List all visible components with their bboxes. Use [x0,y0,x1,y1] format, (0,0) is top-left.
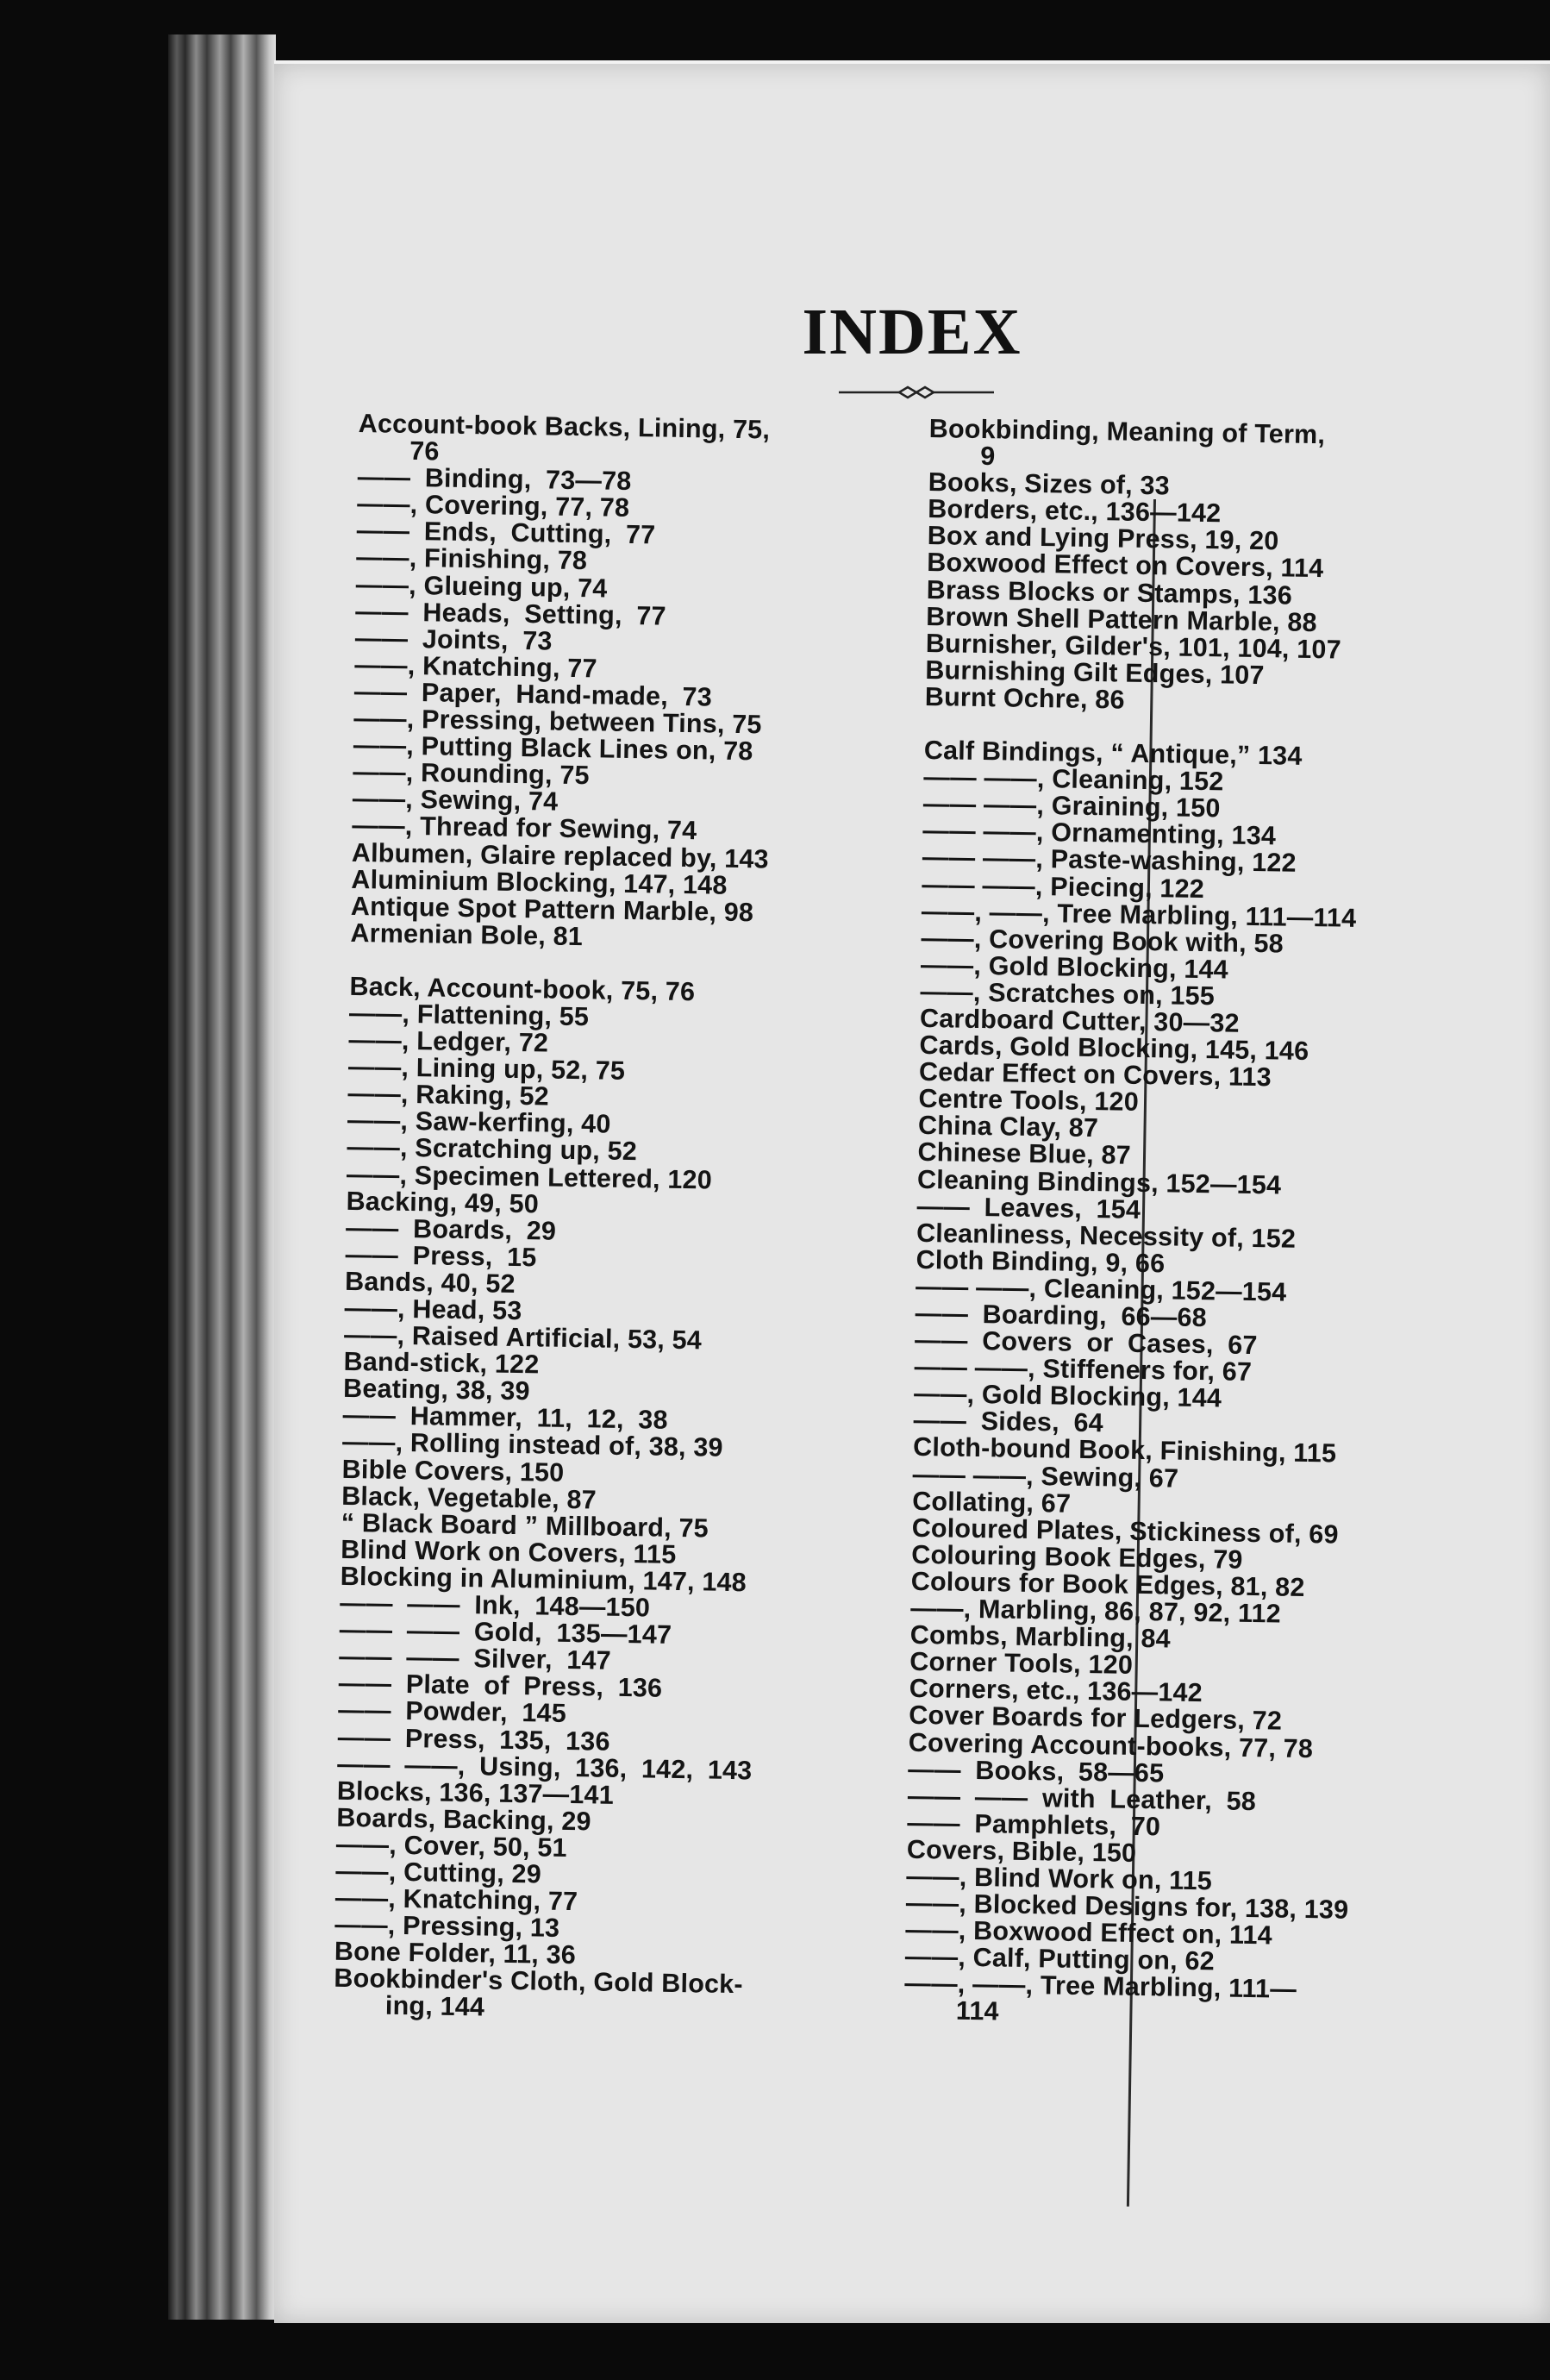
index-entry-text: Bookbinder's Cloth, Gold Block- [334,1964,744,2000]
index-entry-text: —— —— Gold, 135—147 [339,1614,672,1650]
index-entry-text: —— Leaves, 154 [916,1191,1141,1224]
index-entry-text: ——, Marbling, 86, 87, 92, 112 [910,1593,1282,1629]
index-entry-text: ——, Glueing up, 74 [355,569,608,604]
index-entry-text: —— ——, Cleaning, 152 [923,762,1224,797]
index-entry-text: —— Ends, Cutting, 77 [356,516,656,550]
index-entry [334,1965,886,2027]
index-entry-text: Burnt Ochre, 86 [924,681,1125,715]
index-entry-text: Blind Work on Covers, 115 [340,1534,677,1569]
index-entry-text: —— ——, Stiffeners for, 67 [914,1352,1253,1387]
index-entry-continuation: 114 [955,1996,1000,2026]
index-entry-text: Band-stick, 122 [343,1347,540,1380]
index-entry-text: Cedar Effect on Covers, 113 [918,1057,1272,1093]
index-entry-text: —— ——, Using, 136, 142, 143 [337,1749,753,1785]
index-entry-text: —— Paper, Hand-made, 73 [353,676,713,712]
index-entry-text: ——, Specimen Lettered, 120 [346,1159,713,1195]
index-entry-text: —— Plate of Press, 136 [338,1669,663,1704]
index-entry-continuation: ing, 144 [384,1991,485,2022]
index-entry-text: Cloth-bound Book, Finishing, 115 [912,1432,1337,1469]
index-entry-text: Collating, 67 [911,1486,1072,1519]
index-entry-text: ——, Lining up, 52, 75 [347,1052,626,1087]
index-entry-text: ——, Sewing, 74 [352,784,559,817]
index-entry-text: —— ——, Ornamenting, 134 [922,816,1277,851]
index-entry-continuation: 76 [409,436,440,467]
index-entry-text: —— ——, Cleaning, 152—154 [915,1271,1287,1307]
index-entry-text: Aluminium Blocking, 147, 148 [351,864,728,900]
index-entry-text: Black, Vegetable, 87 [341,1481,597,1515]
index-entry-text: Bone Folder, 11, 36 [334,1937,577,1970]
index-entry-text: —— Binding, 73—78 [357,462,632,497]
index-entry-text: —— Press, 135, 136 [337,1722,610,1757]
index-entry-text: ——, Cover, 50, 51 [335,1829,567,1863]
index-entry-text: ——, Pressing, between Tins, 75 [353,703,762,740]
index-entry-text: ——, Boxwood Effect on, 114 [905,1914,1273,1951]
index-entry-text: —— Books, 58—65 [908,1754,1165,1788]
index-entry-text: Cards, Gold Blocking, 145, 146 [919,1030,1309,1067]
index-entry-text: ——, Calf, Putting on, 62 [904,1942,1216,1976]
index-entry-text: China Clay, 87 [917,1111,1099,1143]
index-entry [904,1970,1466,2032]
book-spine-edge [168,34,276,2320]
index-entry-text: —— ——, Paste-washing, 122 [922,842,1297,879]
index-entry-text: Account-book Backs, Lining, 75, [358,409,771,445]
index-entry-text: —— Heads, Setting, 77 [355,596,666,631]
index-entry-text: ——, Cutting, 29 [335,1856,542,1889]
index-entry-text: Cloth Binding, 9, 66 [916,1244,1166,1279]
index-entry-continuation: 9 [980,442,996,472]
index-entry-text: ——, Knatching, 77 [334,1882,578,1917]
index-entry-text: “ Black Board ” Millboard, 75 [341,1507,709,1544]
index-entry-text: Back, Account-book, 75, 76 [349,971,696,1007]
index-entry-text: Blocking in Aluminium, 147, 148 [340,1561,747,1598]
index-entry-text: Boards, Backing, 29 [336,1802,591,1837]
index-entry-text: —— —— with Leather, 58 [907,1781,1257,1816]
index-entry-text: Bands, 40, 52 [344,1266,516,1299]
index-entry-text: ——, Flattening, 55 [348,998,590,1032]
index-entry-text: Bible Covers, 150 [341,1454,565,1488]
index-entry-text: Combs, Marbling, 84 [909,1619,1172,1654]
index-entry-text: ——, Ledger, 72 [348,1024,549,1058]
index-entry-text: —— Covers or Cases, 67 [914,1325,1258,1361]
index-entry-text: Backing, 49, 50 [346,1186,540,1219]
index-entry-text: ——, Covering Book with, 58 [921,923,1284,959]
index-entry-text: ——, Finishing, 78 [356,542,588,576]
index-entry-text: Chinese Blue, 87 [917,1137,1132,1171]
index-entry-text: Cover Boards for Ledgers, 72 [909,1700,1283,1737]
index-entry-text: Covers, Bible, 150 [906,1834,1137,1868]
index-entry-text: ——, Knatching, 77 [354,649,597,684]
index-entry-text: ——, Head, 53 [344,1293,522,1326]
index-entry-text: —— ——, Graining, 150 [922,789,1221,824]
index-entry-text: ——, Pressing, 13 [334,1909,560,1944]
index-entry-text: —— Boards, 29 [345,1212,557,1246]
index-entry-text: —— Boarding, 66—68 [915,1298,1208,1333]
index-entry-text: ——, Raking, 52 [347,1079,550,1112]
ornament-divider-icon [839,379,994,405]
index-entry-text: Cardboard Cutter, 30—32 [919,1003,1240,1038]
index-column-right [904,416,1490,2033]
index-entry-text: ——, ——, Tree Marbling, 111— [904,1969,1297,2005]
index-entry-text: ——, Covering, 77, 78 [357,489,630,523]
index-entry-text: —— —— Ink, 148—150 [340,1588,651,1623]
index-entry-text: Antique Spot Pattern Marble, 98 [350,891,754,927]
index-entry-text: Borders, etc., 136—142 [928,494,1222,529]
index-entry-text: —— —— Silver, 147 [339,1642,612,1675]
index-entry-text: Brass Blocks or Stamps, 136 [926,574,1293,611]
index-entry-text: Covering Account-books, 77, 78 [908,1727,1314,1763]
index-entry-text: ——, Saw-kerfing, 40 [347,1105,611,1140]
index-entry-text: —— Joints, 73 [354,623,553,656]
index-entry-text: Blocks, 136, 137—141 [336,1776,615,1810]
index-entry-text: ——, Rolling instead of, 38, 39 [341,1427,723,1463]
index-entry-text: Box and Lying Press, 19, 20 [927,521,1279,556]
index-entry-text: Colouring Book Edges, 79 [910,1539,1243,1575]
index-entry-text: ——, Scratches on, 155 [920,976,1216,1012]
index-entry-text: ——, Blind Work on, 115 [906,1861,1213,1896]
index-entry-text: —— Hammer, 11, 12, 38 [342,1400,668,1436]
index-entry-text: ——, Putting Black Lines on, 78 [353,730,753,767]
index-entry-text: Burnisher, Gilder's, 101, 104, 107 [925,628,1342,665]
index-entry-text: —— Sides, 64 [913,1406,1104,1438]
index-entry-text: ——, Gold Blocking, 144 [920,949,1229,985]
index-entry-text: ——, Rounding, 75 [353,757,590,791]
index-entry-text: ——, Scratching up, 52 [347,1132,638,1167]
page-title: INDEX [802,296,1022,368]
index-entry-text: —— Press, 15 [345,1239,537,1273]
index-entry-text: —— ——, Sewing, 67 [912,1459,1179,1494]
index-entry-text: ——, Thread for Sewing, 74 [352,811,697,846]
index-entry-text: Beating, 38, 39 [342,1374,531,1406]
index-entry-text: Bookbinding, Meaning of Term, [928,414,1326,450]
index-column-left [334,410,910,2027]
index-entry-text: Centre Tools, 120 [918,1084,1140,1118]
index-entry-text: Boxwood Effect on Covers, 114 [927,548,1324,584]
index-entry-text: Albumen, Glaire replaced by, 143 [351,837,770,874]
index-entry-text: Books, Sizes of, 33 [928,467,1171,501]
index-entry-text: Corners, etc., 136—142 [909,1674,1203,1708]
index-entry-text: —— Pamphlets, 70 [907,1807,1161,1842]
index-entry-text: Colours for Book Edges, 81, 82 [910,1566,1305,1602]
index-entry-text: Coloured Plates, Stickiness of, 69 [911,1513,1339,1550]
index-entry-text: —— Powder, 145 [338,1695,567,1729]
index-entry-text: Calf Bindings, “ Antique,” 134 [923,735,1303,771]
index-entry-text: Brown Shell Pattern Marble, 88 [926,601,1318,637]
index-entry-text: Armenian Bole, 81 [350,918,584,951]
index-entry-text: ——, Gold Blocking, 144 [913,1379,1222,1413]
index-entry-text: ——, Raised Artificial, 53, 54 [343,1319,703,1356]
index-entry-text: —— ——, Piecing, 122 [922,869,1205,904]
index-entry-text: Cleaning Bindings, 152—154 [916,1164,1282,1200]
index-entry-text: Cleanliness, Necessity of, 152 [916,1218,1297,1254]
index-entry-text: Corner Tools, 120 [909,1647,1134,1681]
book-page [274,60,1550,2323]
index-entry-text: ——, ——, Tree Marbling, 111—114 [921,896,1357,933]
index-entry-text: Burnishing Gilt Edges, 107 [925,654,1265,690]
index-entry-text: ——, Blocked Designs for, 138, 139 [905,1888,1349,1925]
